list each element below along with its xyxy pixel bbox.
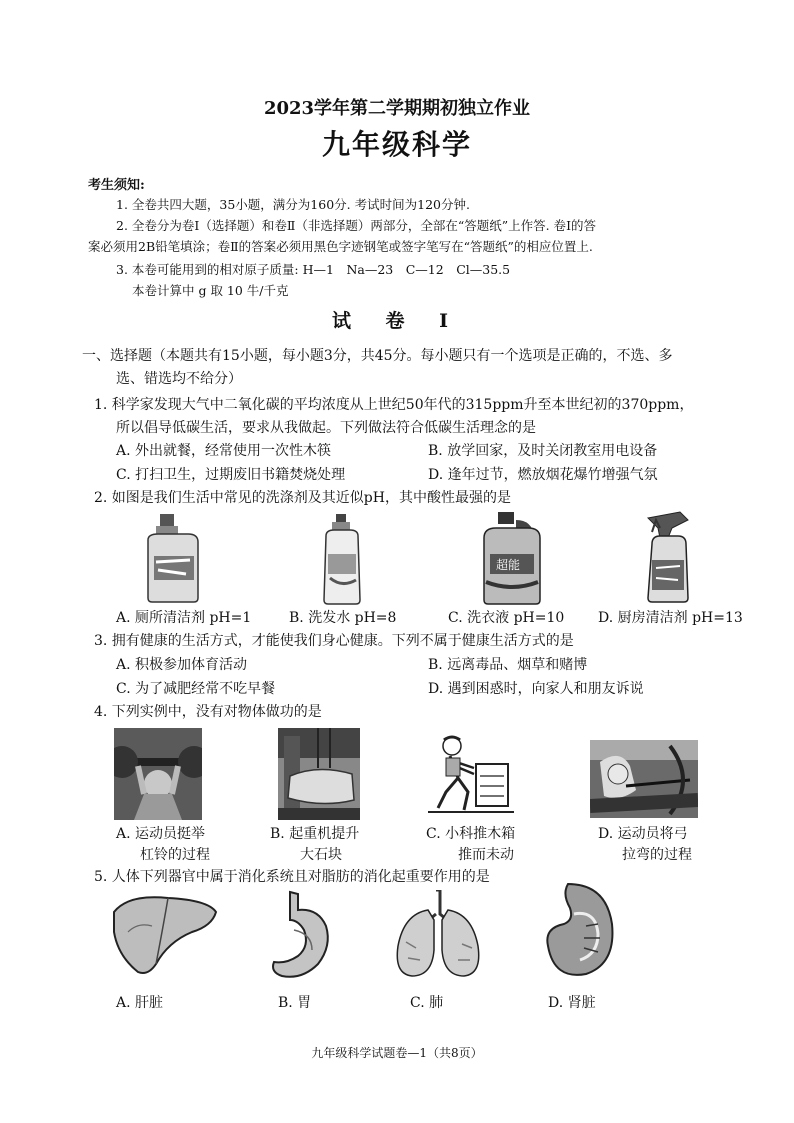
q5-option-b: B. 胃 xyxy=(278,995,312,1011)
q3-option-b: B. 远离毒品、烟草和赌博 xyxy=(428,657,588,673)
q2-option-b: B. 洗发水 pH=8 xyxy=(289,610,397,626)
q4-option-b-cont: 大石块 xyxy=(300,847,342,863)
section-title: 试 卷 Ⅰ xyxy=(331,310,463,332)
q1-option-c: C. 打扫卫生，过期废旧书籍焚烧处理 xyxy=(116,467,346,483)
shampoo-bottle-image xyxy=(318,514,366,606)
q2-option-d: D. 厨房清洁剂 pH=13 xyxy=(598,610,743,626)
lungs-image xyxy=(392,890,484,982)
q5-option-a: A. 肝脏 xyxy=(116,995,164,1011)
archer-photo xyxy=(590,740,698,818)
subject-title: 九年级科学 xyxy=(321,128,472,161)
notice-item-3b: 本卷计算中 g 取 10 牛/千克 xyxy=(132,283,289,298)
q4-option-d: D. 运动员将弓 xyxy=(598,826,688,842)
boy-pushing-box-image xyxy=(428,734,514,816)
q2-option-a: A. 厕所清洁剂 pH=1 xyxy=(116,610,252,626)
q1-stem-cont: 所以倡导低碳生活，要求从我做起。下列做法符合低碳生活理念的是 xyxy=(116,420,536,436)
q5-option-c: C. 肺 xyxy=(410,995,444,1011)
q1-option-b: B. 放学回家，及时关闭教室用电设备 xyxy=(428,443,658,459)
svg-text:超能: 超能 xyxy=(496,558,521,572)
q3-option-a: A. 积极参加体育活动 xyxy=(116,657,248,673)
q5-stem: 5. 人体下列器官中属于消化系统且对脂肪的消化起重要作用的是 xyxy=(94,869,490,885)
q2-option-c: C. 洗衣液 pH=10 xyxy=(448,610,565,626)
q1-option-a: A. 外出就餐，经常使用一次性木筷 xyxy=(116,443,332,459)
q3-option-c: C. 为了减肥经常不吃早餐 xyxy=(116,681,276,697)
q4-option-a: A. 运动员挺举 xyxy=(116,826,206,842)
q5-option-d: D. 肾脏 xyxy=(548,995,596,1011)
q4-option-c: C. 小科推木箱 xyxy=(426,826,516,842)
notice-item-2b: 案必须用2B铅笔填涂；卷Ⅱ的答案必须用黑色字迹钢笔或签字笔写在“答题纸”的相应位置上. xyxy=(88,239,593,254)
q4-stem: 4. 下列实例中，没有对物体做功的是 xyxy=(94,704,322,720)
q3-stem: 3. 拥有健康的生活方式，才能使我们身心健康。下列不属于健康生活方式的是 xyxy=(94,633,574,649)
notice-item-2a: 2. 全卷分为卷Ⅰ（选择题）和卷Ⅱ（非选择题）两部分，全部在“答题纸”上作答. 卷Ⅰ的答 xyxy=(116,218,597,233)
q3-option-d: D. 遇到困惑时，向家人和朋友诉说 xyxy=(428,681,644,697)
q1-option-d: D. 逢年过节，燃放烟花爆竹增强气氛 xyxy=(428,467,658,483)
q2-stem: 2. 如图是我们生活中常见的洗涤剂及其近似pH，其中酸性最强的是 xyxy=(94,490,511,506)
kidney-image xyxy=(540,880,618,980)
page-footer: 九年级科学试题卷—1（共8页） xyxy=(311,1046,483,1060)
part-heading-cont: 选、错选均不给分） xyxy=(116,371,242,387)
q4-option-a-cont: 杠铃的过程 xyxy=(140,847,210,863)
stomach-image xyxy=(268,890,334,982)
kitchen-cleaner-spray-image xyxy=(638,508,700,604)
laundry-detergent-image xyxy=(478,512,546,606)
q4-option-b: B. 起重机提升 xyxy=(270,826,360,842)
q1-stem: 1. 科学家发现大气中二氧化碳的平均浓度从上世纪50年代的315ppm升至本世纪初的370ppm， xyxy=(94,397,694,413)
exam-title: 2023学年第二学期期初独立作业 xyxy=(263,98,531,119)
q4-option-d-cont: 拉弯的过程 xyxy=(622,847,692,863)
notice-item-3a: 3. 本卷可能用到的相对原子质量: H—1 Na—23 C—12 Cl—35.5 xyxy=(116,262,511,277)
crane-lifting-stone-photo xyxy=(278,728,360,820)
liver-image xyxy=(108,892,220,980)
toilet-cleaner-bottle-image xyxy=(138,512,208,604)
notice-heading: 考生须知: xyxy=(88,178,145,193)
notice-item-1: 1. 全卷共四大题，35小题，满分为160分. 考试时间为120分钟. xyxy=(116,197,470,212)
q4-option-c-cont: 推而未动 xyxy=(458,847,514,863)
part-heading: 一、选择题（本题共有15小题，每小题3分，共45分。每小题只有一个选项是正确的，不选、多 xyxy=(82,348,673,364)
weightlifter-photo xyxy=(114,728,202,820)
